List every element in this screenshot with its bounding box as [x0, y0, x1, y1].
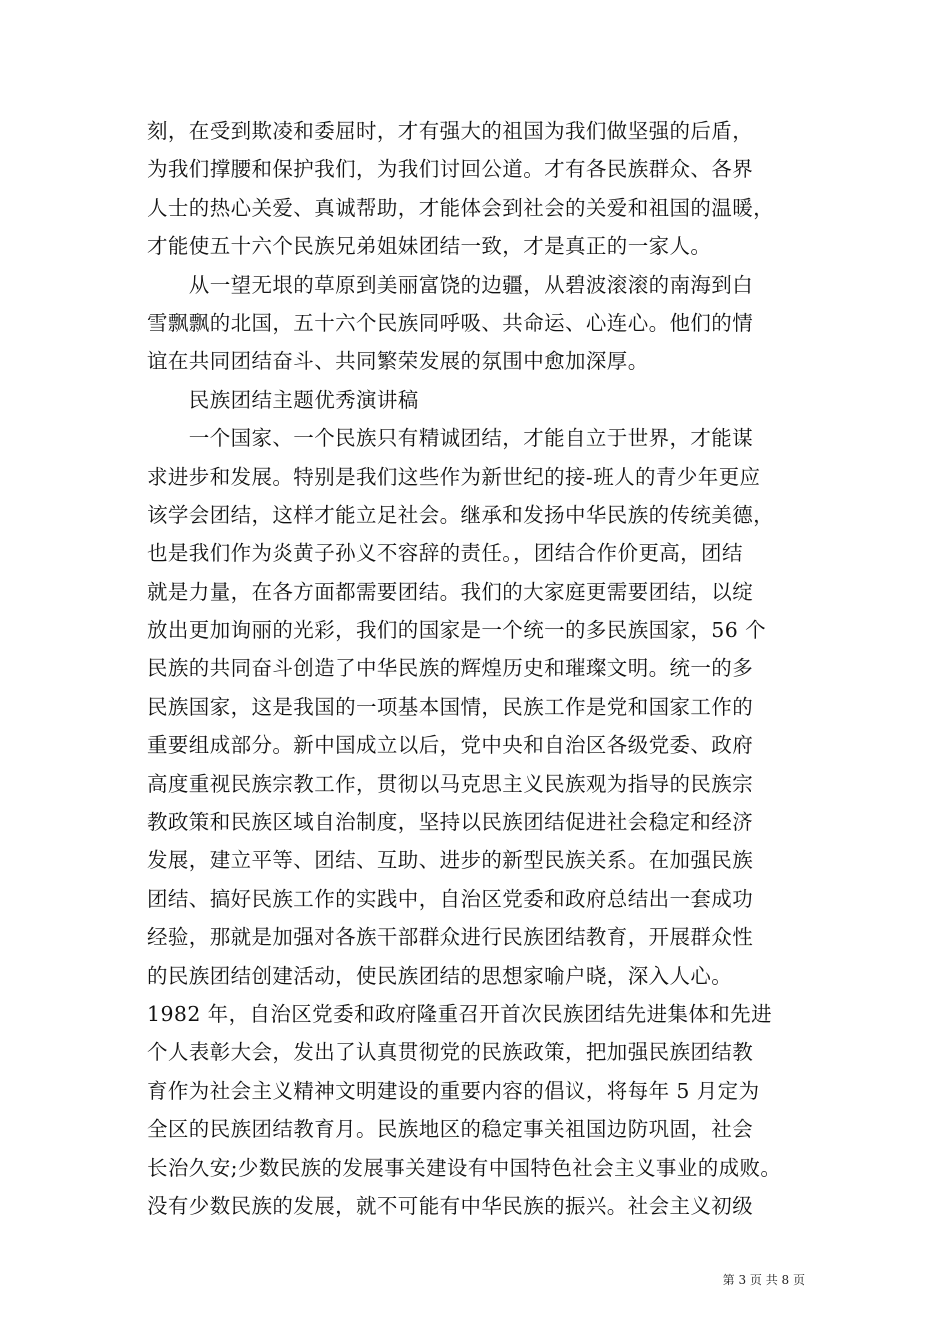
- text-line: 雪飘飘的北国，五十六个民族同呼吸、共命运、心连心。他们的情: [147, 310, 754, 335]
- text-line: 经验，那就是加强对各族干部群众进行民族团结教育，开展群众性: [147, 925, 754, 950]
- text-line: 才能使五十六个民族兄弟姐妹团结一致，才是真正的一家人。: [147, 234, 712, 259]
- text-line: 民族的共同奋斗创造了中华民族的辉煌历史和璀璨文明。统一的多: [147, 656, 754, 681]
- text-line: 1982 年，自治区党委和政府隆重召开首次民族团结先进集体和先进: [147, 1001, 772, 1026]
- text-line: 也是我们作为炎黄子孙义不容辞的责任。，团结合作价更高，团结: [147, 541, 743, 566]
- text-line: 重要组成部分。新中国成立以后，党中央和自治区各级党委、政府: [147, 733, 754, 758]
- text-line: 就是力量，在各方面都需要团结。我们的大家庭更需要团结，以绽: [147, 579, 754, 604]
- text-line: 团结、搞好民族工作的实践中，自治区党委和政府总结出一套成功: [147, 886, 754, 911]
- text-line: 个人表彰大会，发出了认真贯彻党的民族政策，把加强民族团结教: [147, 1040, 754, 1065]
- document-body: [147, 112, 815, 1225]
- text-line: 刻，在受到欺凌和委屈时，才有强大的祖国为我们做坚强的后盾，: [147, 119, 754, 143]
- text-line: 的民族团结创建活动，使民族团结的思想家喻户晓，深入人心。: [147, 963, 733, 988]
- text-line: 长治久安;少数民族的发展事关建设有中国特色社会主义事业的成败。: [147, 1155, 782, 1180]
- text-line: 谊在共同团结奋斗、共同繁荣发展的氛围中愈加深厚。: [147, 349, 649, 374]
- text-line: 全区的民族团结教育月。民族地区的稳定事关祖国边防巩固，社会: [147, 1117, 754, 1142]
- text-line: 该学会团结，这样才能立足社会。继承和发扬中华民族的传统美德，: [147, 502, 774, 527]
- page-number: 第 3 页 共 8 页: [722, 1273, 805, 1287]
- text-line: 发展，建立平等、团结、互助、进步的新型民族关系。在加强民族: [147, 848, 754, 873]
- text-line: 没有少数民族的发展，就不可能有中华民族的振兴。社会主义初级: [147, 1193, 754, 1218]
- text-line: 从一望无垠的草原到美丽富饶的边疆，从碧波滚滚的南海到白: [147, 272, 754, 297]
- text-line: 求进步和发展。特别是我们这些作为新世纪的接-班人的青少年更应: [147, 464, 761, 489]
- text-line: 人士的热心关爱、真诚帮助，才能体会到社会的关爱和祖国的温暖，: [147, 195, 774, 220]
- section-heading: 民族团结主题优秀演讲稿: [147, 387, 419, 412]
- text-line: 教政策和民族区域自治制度，坚持以民族团结促进社会稳定和经济: [147, 810, 754, 835]
- text-line: 育作为社会主义精神文明建设的重要内容的倡议，将每年 5 月定为: [147, 1078, 760, 1103]
- text-line: 一个国家、一个民族只有精诚团结，才能自立于世界，才能谋: [147, 426, 754, 451]
- text-line: 民族国家，这是我国的一项基本国情，民族工作是党和国家工作的: [147, 694, 754, 719]
- text-line: 为我们撑腰和保护我们，为我们讨回公道。才有各民族群众、各界: [147, 157, 754, 182]
- text-line: 放出更加询丽的光彩，我们的国家是一个统一的多民族国家，56 个: [147, 618, 766, 643]
- text-line: 高度重视民族宗教工作，贯彻以马克思主义民族观为指导的民族宗: [147, 771, 754, 796]
